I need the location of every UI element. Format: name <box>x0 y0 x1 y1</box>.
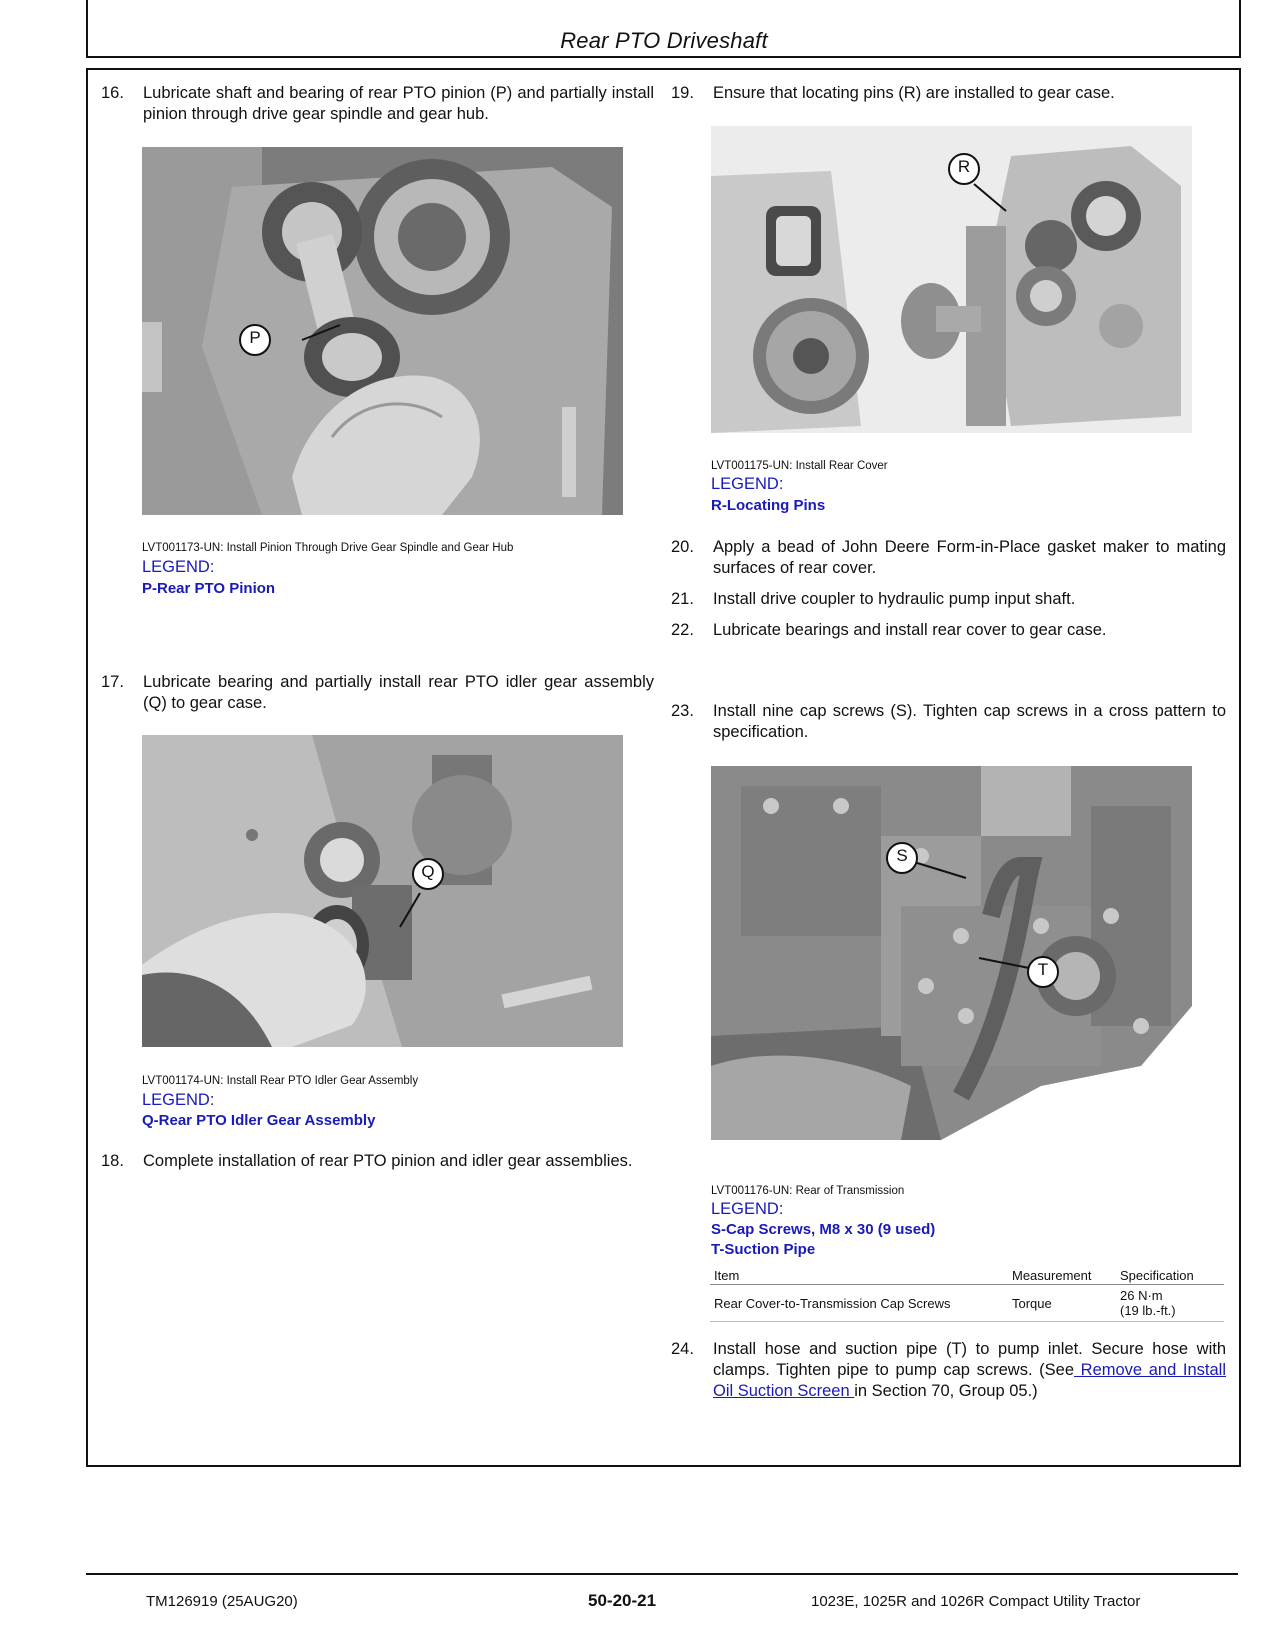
step-text: Install nine cap screws (S). Tighten cap screws in a cross pattern to specification. <box>713 702 1226 741</box>
callout-p: P <box>249 328 261 347</box>
callout-r: R <box>957 157 971 176</box>
callout-q: Q <box>421 862 435 881</box>
legend-item: T-Suction Pipe <box>711 1241 816 1258</box>
column-header: Item <box>710 1267 1008 1285</box>
figure-idler-gear-photo <box>142 735 623 1047</box>
legend-item: S-Cap Screws, M8 x 30 (9 used) <box>711 1221 936 1238</box>
legend-item: P-Rear PTO Pinion <box>142 580 276 597</box>
step-text-after: in Section 70, Group 05.) <box>854 1382 1038 1400</box>
figure-caption: LVT001176-UN: Rear of Transmission <box>711 1185 905 1197</box>
step-number: 21. <box>671 590 694 608</box>
step-text: Lubricate shaft and bearing of rear PTO pinion (P) and partially install pinion through drive gear spindle and gear hub. <box>143 84 654 123</box>
figure-rear-cover-photo <box>711 126 1192 433</box>
step-number: 16. <box>101 84 124 102</box>
legend-heading: LEGEND: <box>142 1091 215 1109</box>
step-text: Apply a bead of John Deere Form-in-Place gasket maker to mating surfaces of rear cover. <box>713 538 1226 577</box>
spec-imperial: (19 lb.-ft.) <box>1120 1303 1176 1318</box>
legend-heading: LEGEND: <box>142 558 215 576</box>
header-bottom-rule <box>86 56 1241 58</box>
legend-heading: LEGEND: <box>711 475 784 493</box>
table-row <box>710 1285 1224 1322</box>
step-number: 24. <box>671 1340 694 1358</box>
torque-spec-table <box>710 1267 1224 1322</box>
column-header: Measurement <box>1008 1267 1116 1285</box>
oil-suction-screen-link[interactable]: Remove and Install Oil Suction Screen <box>713 1361 1227 1400</box>
step-text-before: Install hose and suction pipe (T) to pump inlet. Secure hose with clamps. Tighten pipe to pump cap screws. (See <box>713 1340 1226 1379</box>
table-header-row <box>710 1267 1224 1285</box>
spec-item: Rear Cover-to-Transmission Cap Screws <box>710 1285 1008 1322</box>
page-title: Rear PTO Driveshaft <box>560 28 768 53</box>
footer-rule <box>86 1573 1238 1575</box>
step-text <box>713 1339 1226 1402</box>
legend-item: Q-Rear PTO Idler Gear Assembly <box>142 1112 376 1129</box>
step-number: 17. <box>101 673 124 691</box>
spec-value <box>1116 1285 1224 1322</box>
step-text: Complete installation of rear PTO pinion and idler gear assemblies. <box>143 1152 633 1170</box>
step-number: 18. <box>101 1152 124 1170</box>
legend-heading: LEGEND: <box>711 1200 784 1218</box>
step-number: 22. <box>671 621 694 639</box>
callout-t: T <box>1037 960 1049 979</box>
column-header: Specification <box>1116 1267 1224 1285</box>
legend-item: R-Locating Pins <box>711 497 826 514</box>
step-number: 19. <box>671 84 694 102</box>
step-text: Ensure that locating pins (R) are installed to gear case. <box>713 84 1115 102</box>
callout-s: S <box>896 846 908 865</box>
figure-pinion-photo <box>142 147 623 515</box>
step-text: Lubricate bearing and partially install rear PTO idler gear assembly (Q) to gear case. <box>143 673 654 712</box>
step-number: 23. <box>671 702 694 720</box>
spec-metric: 26 N·m <box>1120 1288 1163 1303</box>
figure-caption: LVT001173-UN: Install Pinion Through Drive Gear Spindle and Gear Hub <box>142 542 514 554</box>
figure-transmission-render <box>711 766 1192 1140</box>
figure-caption: LVT001175-UN: Install Rear Cover <box>711 460 888 472</box>
spec-measurement: Torque <box>1008 1285 1116 1322</box>
step-text: Lubricate bearings and install rear cover to gear case. <box>713 621 1107 639</box>
footer-model: 1023E, 1025R and 1026R Compact Utility Tractor <box>811 1593 1141 1610</box>
step-number: 20. <box>671 538 694 556</box>
figure-caption: LVT001174-UN: Install Rear PTO Idler Gear Assembly <box>142 1075 419 1087</box>
footer-doc-id: TM126919 (25AUG20) <box>146 1593 298 1610</box>
footer-page-number: 50-20-21 <box>588 1591 657 1610</box>
step-text: Install drive coupler to hydraulic pump input shaft. <box>713 590 1076 608</box>
